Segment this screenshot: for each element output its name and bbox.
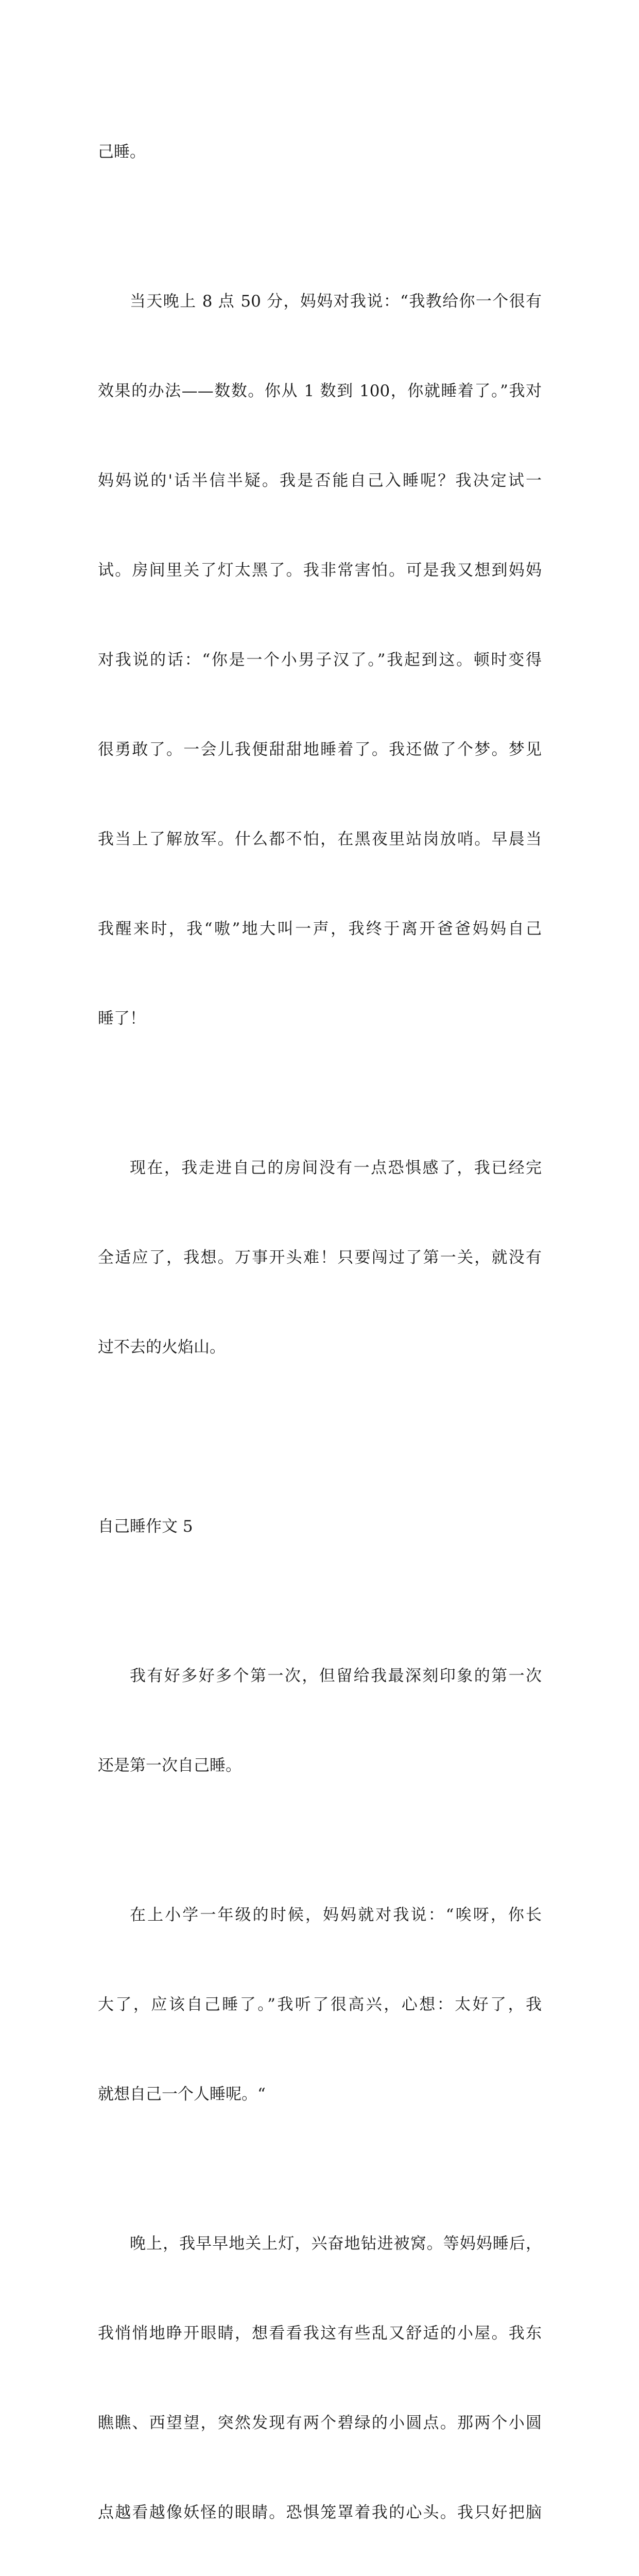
text-line: 当天晚上 8 点 50 分，妈妈对我说：“我教给你一个很有 <box>130 292 542 311</box>
paragraph <box>98 1601 542 1840</box>
text-line: 还是第一次自己睡。 <box>98 1756 241 1775</box>
paragraph <box>98 2169 542 2576</box>
text-line: 过不去的火焰山。 <box>98 1338 226 1357</box>
text-line: 己睡。 <box>98 143 146 161</box>
paragraph <box>98 1093 542 1422</box>
text-line: 在上小学一年级的时候，妈妈就对我说：“唉呀，你长 <box>130 1906 542 1924</box>
text-line: 睡了！ <box>98 1009 146 1028</box>
document-body <box>98 77 542 2576</box>
text-line: 我当上了解放军。什么都不怕，在黑夜里站岗放哨。早晨当 <box>98 830 542 849</box>
paragraph <box>98 1840 542 2169</box>
text-line: 点越看越像妖怪的眼睛。恐惧笼罩着我的心头。我只好把脑 <box>98 2503 542 2522</box>
text-line: 瞧瞧、西望望，突然发现有两个碧绿的小圆点。那两个小圆 <box>98 2414 542 2432</box>
section-heading <box>98 1452 542 1601</box>
heading-text: 自己睡作文 5 <box>98 1517 193 1536</box>
text-line: 对我说的话：“你是一个小男子汉了。”我起到这。顿时变得 <box>98 651 542 669</box>
paragraph-continuation <box>98 77 542 227</box>
text-line: 我醒来时，我“嗷”地大叫一声，我终于离开爸爸妈妈自己 <box>98 920 542 938</box>
text-line: 就想自己一个人睡呢。“ <box>98 2085 266 2104</box>
text-line: 大了，应该自己睡了。”我听了很高兴，心想：太好了，我 <box>98 1995 542 2014</box>
text-line: 很勇敢了。一会儿我便甜甜地睡着了。我还做了个梦。梦见 <box>98 740 542 759</box>
text-line: 妈妈说的'话半信半疑。我是否能自己入睡呢？我决定试一 <box>98 471 542 490</box>
text-line: 我有好多好多个第一次，但留给我最深刻印象的第一次 <box>130 1667 542 1685</box>
text-line: 我悄悄地睁开眼睛，想看看我这有些乱又舒适的小屋。我东 <box>98 2324 542 2343</box>
text-line: 试。房间里关了灯太黑了。我非常害怕。可是我又想到妈妈 <box>98 561 542 580</box>
paragraph <box>98 227 542 1093</box>
text-line: 晚上，我早早地关上灯，兴奋地钻进被窝。等妈妈睡后， <box>130 2234 542 2253</box>
text-line: 效果的办法——数数。你从 1 数到 100，你就睡着了。”我对 <box>98 382 542 400</box>
text-line: 全适应了，我想。万事开头难！只要闯过了第一关，就没有 <box>98 1248 542 1267</box>
text-line: 现在，我走进自己的房间没有一点恐惧感了，我已经完 <box>130 1159 542 1177</box>
